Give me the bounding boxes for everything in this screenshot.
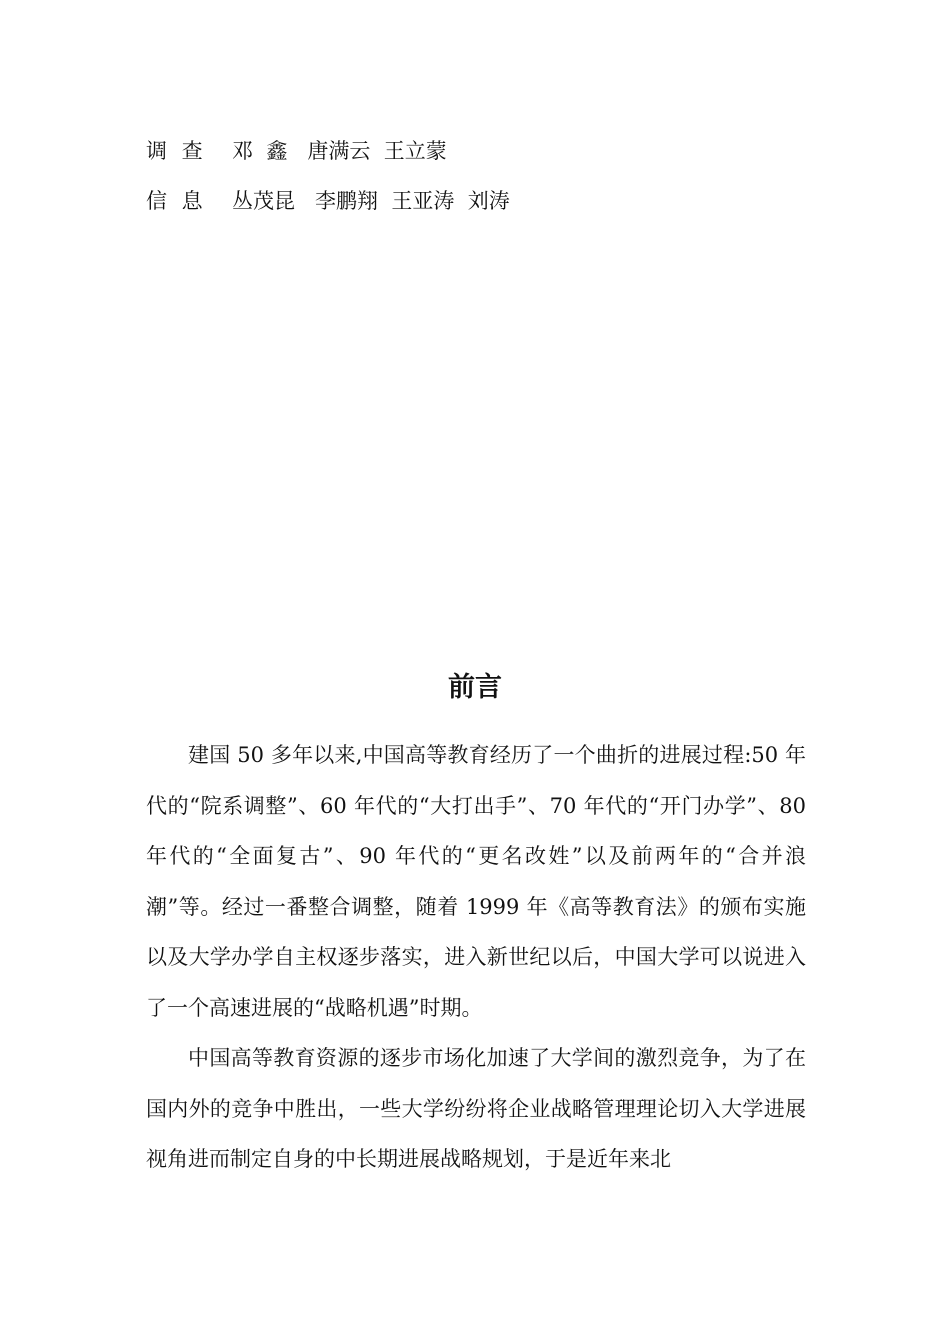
credit-row-survey bbox=[146, 126, 510, 176]
credit-label-survey: 调 查 bbox=[146, 139, 207, 163]
paragraph-1: 建国 50 多年以来,中国高等教育经历了一个曲折的进展过程:50 年代的“院系调整”、60 年代的“大打出手”、70 年代的“开门办学”、80 年代的“全面复古”、90 年代的“更名改姓”以及前两年的“合并浪潮”等。经过一番整合调整，随着 1999 年《高等教育法》的颁布实施以及大学办学自主权逐步落实，进入新世纪以后，中国大学可以说进入了一个高速进展的“战略机遇”时期。 bbox=[146, 743, 806, 1020]
credits-block bbox=[146, 126, 510, 226]
credit-names-info: 丛茂昆 李鹏翔 王亚涛 刘涛 bbox=[232, 189, 510, 213]
credit-names-survey: 邓 鑫 唐满云 王立蒙 bbox=[232, 139, 447, 163]
credit-row-info bbox=[146, 176, 510, 226]
section-title: 前言 bbox=[448, 672, 502, 703]
paragraph-2: 中国高等教育资源的逐步市场化加速了大学间的激烈竞争，为了在国内外的竞争中胜出，一些大学纷纷将企业战略管理理论切入大学进展视角进而制定自身的中长期进展战略规划，于是近年来北 bbox=[146, 1046, 806, 1171]
credit-label-info: 信 息 bbox=[146, 189, 207, 213]
body-text bbox=[146, 730, 806, 1185]
